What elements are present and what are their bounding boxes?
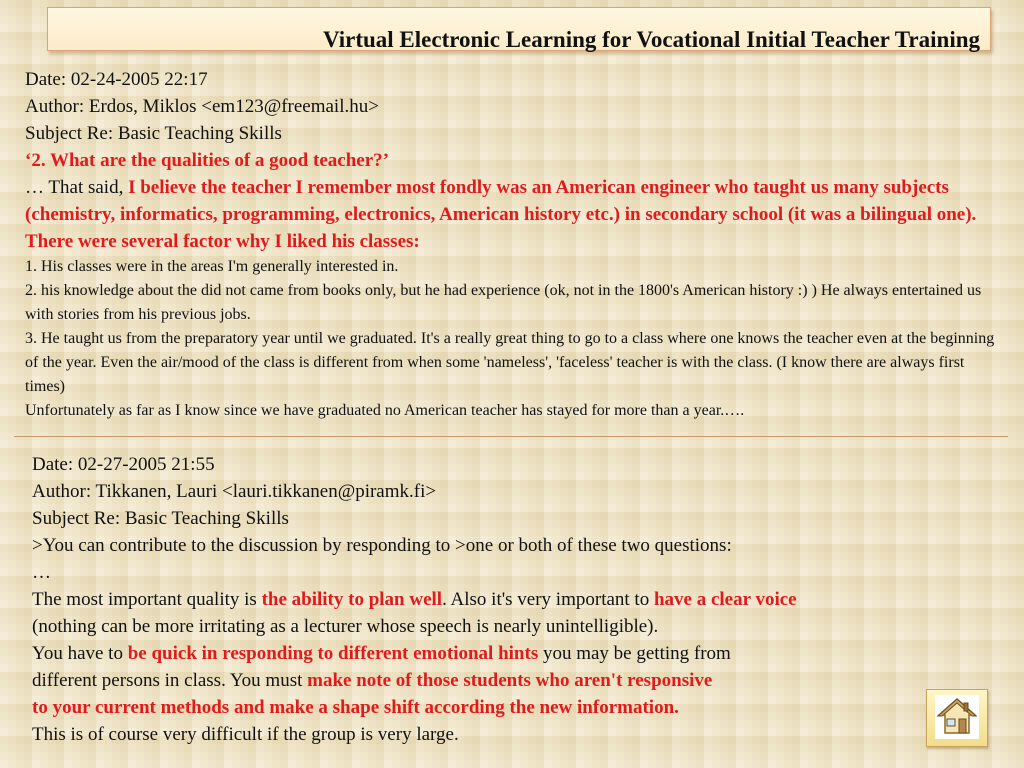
post-subject: Subject Re: Basic Teaching Skills [25,123,282,144]
text-span: different persons in class. You must [32,670,308,691]
post-paragraph-2 [32,640,992,667]
post-subject: Subject Re: Basic Teaching Skills [32,508,289,529]
post-quote: >You can contribute to the discussion by responding to >one or both of these two questions: [32,535,732,556]
post-date: Date: 02-27-2005 21:55 [32,454,215,475]
intro-highlight: I believe the teacher I remember most fondly was an American engineer who taught us many subjects (chemistry, informatics, programming, electronics, American history etc.) in secondary school (it was a bilingual one). There were several factor why I liked his classes: [25,177,977,252]
post-divider [14,436,1008,437]
text-span: You have to [32,643,128,664]
post-paragraph-1-cont: (nothing can be more irritating as a lecturer whose speech is nearly unintelligible). [32,616,659,637]
post-ellipsis: … [32,562,51,583]
text-span: The most important quality is [32,589,262,610]
post-paragraph-2-cont [32,667,992,694]
post-closing: Unfortunately as far as I know since we have graduated no American teacher has stayed for more than a year.…. [25,402,745,419]
home-button[interactable] [926,689,988,747]
forum-post-tikkanen [32,451,992,748]
post-question: ‘2. What are the qualities of a good teacher?’ [25,150,389,171]
post-point-2: 2. his knowledge about the did not came from books only, but he had experience (ok, not in the 1800's American history :) ) He always entertained us with stories from his previous jobs. [25,282,982,323]
intro-plain: … That said, [25,177,129,198]
home-icon [935,695,979,739]
post-paragraph-3: This is of course very difficult if the group is very large. [32,724,459,745]
post-paragraph-1 [32,586,992,613]
forum-post-erdos [25,66,1005,423]
highlight-plan-well: the ability to plan well [261,589,443,610]
page-title: Virtual Electronic Learning for Vocational Initial Teacher Training [322,27,980,52]
post-author: Author: Erdos, Miklos <em123@freemail.hu> [25,96,379,117]
post-intro [25,174,1005,255]
highlight-clear-voice: have a clear voice [653,589,797,610]
post-date: Date: 02-24-2005 22:17 [25,69,208,90]
highlight-note-students: make note of those students who aren't responsive [307,670,713,691]
highlight-emotional-hints: be quick in responding to different emotional hints [127,643,539,664]
title-banner [47,7,991,51]
text-span: you may be getting from [538,643,731,664]
post-point-1: 1. His classes were in the areas I'm generally interested in. [25,258,399,275]
highlight-shape-shift: to your current methods and make a shape shift according the new information. [32,697,679,718]
text-span: . Also it's very important to [442,589,654,610]
post-point-3: 3. He taught us from the preparatory year until we graduated. It's a really great thing to go to a class where one knows the teacher even at the beginning of the year. Even the air/mood of the class is different from when some 'nameless', 'faceless' teacher is with the class. (I know there are always first times) [25,330,995,395]
post-author: Author: Tikkanen, Lauri <lauri.tikkanen@piramk.fi> [32,481,437,502]
